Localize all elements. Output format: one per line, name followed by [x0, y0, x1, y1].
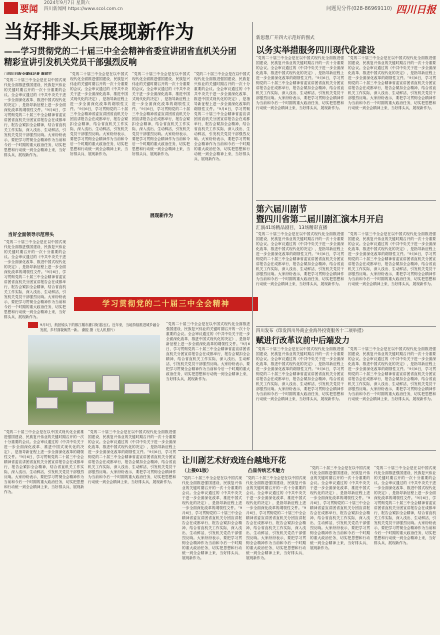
- bottom-story-sub1: （上接01版）: [182, 469, 212, 474]
- masthead-date-line: 2024年9月7日 星期六: [44, 1, 90, 6]
- lead-headline: 当好排头兵展现新作为: [4, 21, 195, 43]
- story2-headline-1: 第六届川剧节: [256, 205, 308, 215]
- story3-headline: 四川发布《印发四川外商企业海外投资服务十二项举措》: [256, 329, 366, 334]
- story3-col-2: “党的二十届三中全会是在以中国式现代化全面推进强国建设、民族复兴伟业的关键时期召开的一次十分重要的会议。全会审议通过的《中共中央关于进一步全面深化改革、推进中国式现代化的决定》，是指导新征程上进一步全面深化改革的纲领性文件。”9月6日，学习贯彻党的二十届三中全会精神省委宣讲团省直机关分团宣讲报告会在成都举行，报告会紧扣全会精神，结合省直机关工作实际，深入浅出、生动鲜活，引发机关党员干部强烈反响。大家纷纷表示，要把学习贯彻全会精神作为当前和今后一个时期的重大政治任务，切实把思想和行动统一到全会精神上来，当好排头兵，展现新作为。: [348, 347, 436, 401]
- bottom-story-headline: 让川剧艺术好戏连台越地开花: [182, 456, 286, 465]
- masthead-date-line-2: 四川新闻网 https://www.scol.com.cn: [44, 7, 123, 12]
- story2-subtitle: 汇演41场精品剧目，13场精彩直播: [256, 226, 328, 231]
- lead-section-head-2: 展现新作为: [150, 214, 173, 219]
- lead-body-col-1b: “党的二十届三中全会是在以中国式现代化全面推进强国建设、民族复兴伟业的关键时期召开的一次十分重要的会议。全会审议通过的《中共中央关于进一步全面深化改革、推进中国式现代化的决定》，是指导新征程上进一步全面深化改革的纲领性文件。”9月6日，学习贯彻党的二十届三中全会精神省委宣讲团省直机关分团宣讲报告会在成都举行，报告会紧扣全会精神，结合省直机关工作实际，深入浅出、生动鲜活，引发机关党员干部强烈反响。大家纷纷表示，要把学习贯彻全会精神作为当前和今后一个时期的重大政治任务，切实把思想和行动统一到全会精神上来，当好排头兵，展现新作为。: [4, 240, 66, 319]
- masthead-hotline: 问题见分件(028-86969110): [326, 6, 392, 12]
- story3-headline-2: 赋进行改革议前中后端发力: [256, 336, 350, 345]
- photo-caption-text: 9月5日，航拍镜头下的都江堰市灌口街道社区。近年来，当地持续推进城乡融合发展，乡村面貌焕然一新。: [40, 323, 160, 332]
- photo-tag: [28, 322, 38, 328]
- lead-body-col-3: “党的二十届三中全会是在以中国式现代化全面推进强国建设、民族复兴伟业的关键时期召开的一次十分重要的会议。全会审议通过的《中共中央关于进一步全面深化改革、推进中国式现代化的决定》，是指导新征程上进一步全面深化改革的纲领性文件。”9月6日，学习贯彻党的二十届三中全会精神省委宣讲团省直机关分团宣讲报告会在成都举行，报告会紧扣全会精神，结合省直机关工作实际，深入浅出、生动鲜活，引发机关党员干部强烈反响。大家纷纷表示，要把学习贯彻全会精神作为当前和今后一个时期的重大政治任务，切实把思想和行动统一到全会精神上来，当好排头兵，展现新作为。: [132, 72, 190, 156]
- photo-building: [102, 375, 120, 391]
- lower-mid-col: “党的二十届三中全会是在以中国式现代化全面推进强国建设、民族复兴伟业的关键时期召开的一次十分重要的会议。全会审议通过的《中共中央关于进一步全面深化改革、推进中国式现代化的决定》，是指导新征程上进一步全面深化改革的纲领性文件。”9月6日，学习贯彻党的二十届三中全会精神省委宣讲团省直机关分团宣讲报告会在成都举行，报告会紧扣全会精神，结合省直机关工作实际，深入浅出、生动鲜活，引发机关党员干部强烈反响。大家纷纷表示，要把学习贯彻全会精神作为当前和今后一个时期的重大政治任务，切实把思想和行动统一到全会精神上来，当好排头兵，展现新作为。: [88, 430, 176, 484]
- lead-body-col-4: “党的二十届三中全会是在以中国式现代化全面推进强国建设、民族复兴伟业的关键时期召开的一次十分重要的会议。全会审议通过的《中共中央关于进一步全面深化改革、推进中国式现代化的决定》，是指导新征程上进一步全面深化改革的纲领性文件。”9月6日，学习贯彻党的二十届三中全会精神省委宣讲团省直机关分团宣讲报告会在成都举行，报告会紧扣全会精神，结合省直机关工作实际，深入浅出、生动鲜活，引发机关党员干部强烈反响。大家纷纷表示，要把学习贯彻全会精神作为当前和今后一个时期的重大政治任务，切实把思想和行动统一到全会精神上来，当好排头兵，展现新作为。: [194, 72, 250, 161]
- photo-building: [86, 401, 114, 414]
- bottom-col-4: “党的二十届三中全会是在以中国式现代化全面推进强国建设、民族复兴伟业的关键时期召开的一次十分重要的会议。全会审议通过的《中共中央关于进一步全面深化改革、推进中国式现代化的决定》，是指导新征程上进一步全面深化改革的纲领性文件。”9月6日，学习贯彻党的二十届三中全会精神省委宣讲团省直机关分团宣讲报告会在成都举行，报告会紧扣全会精神，结合省直机关工作实际，深入浅出、生动鲜活，引发机关党员干部强烈反响。大家纷纷表示，要把学习贯彻全会精神作为当前和今后一个时期的重大政治任务，切实把思想和行动统一到全会精神上来，当好排头兵，展现新作为。: [374, 466, 436, 545]
- bottom-col-1: “党的二十届三中全会是在以中国式现代化全面推进强国建设、民族复兴伟业的关键时期召开的一次十分重要的会议。全会审议通过的《中共中央关于进一步全面深化改革、推进中国式现代化的决定》，是指导新征程上进一步全面深化改革的纲领性文件。”9月6日，学习贯彻党的二十届三中全会精神省委宣讲团省直机关分团宣讲报告会在成都举行，报告会紧扣全会精神，结合省直机关工作实际，深入浅出、生动鲜活，引发机关党员干部强烈反响。大家纷纷表示，要把学习贯彻全会精神作为当前和今后一个时期的重大政治任务，切实把思想和行动统一到全会精神上来，当好排头兵，展现新作为。: [182, 476, 242, 560]
- right-story-col-2: “党的二十届三中全会是在以中国式现代化全面推进强国建设、民族复兴伟业的关键时期召开的一次十分重要的会议。全会审议通过的《中共中央关于进一步全面深化改革、推进中国式现代化的决定》，是指导新征程上进一步全面深化改革的纲领性文件。”9月6日，学习贯彻党的二十届三中全会精神省委宣讲团省直机关分团宣讲报告会在成都举行，报告会紧扣全会精神，结合省直机关工作实际，深入浅出、生动鲜活，引发机关党员干部强烈反响。大家纷纷表示，要把学习贯彻全会精神作为当前和今后一个时期的重大政治任务，切实把思想和行动统一到全会精神上来，当好排头兵，展现新作为。: [348, 56, 436, 110]
- column-divider: [252, 22, 253, 450]
- theme-banner: 学习贯彻党的二十届三中全会精神: [74, 297, 258, 311]
- photo-building: [36, 397, 58, 409]
- lead-body-col-1: “党的二十届三中全会是在以中国式现代化全面推进强国建设、民族复兴伟业的关键时期召开的一次十分重要的会议。全会审议通过的《中共中央关于进一步全面深化改革、推进中国式现代化的决定》，是指导新征程上进一步全面深化改革的纲领性文件。”9月6日，学习贯彻党的二十届三中全会精神省委宣讲团省直机关分团宣讲报告会在成都举行，报告会紧扣全会精神，结合省直机关工作实际，深入浅出、生动鲜活，引发机关党员干部强烈反响。大家纷纷表示，要把学习贯彻全会精神作为当前和今后一个时期的重大政治任务，切实把思想和行动统一到全会精神上来，当好排头兵，展现新作为。: [4, 78, 66, 157]
- masthead-logo-text: 要闻: [20, 5, 39, 15]
- section-rule: [256, 326, 436, 327]
- lower-left-col: “党的二十届三中全会是在以中国式现代化全面推进强国建设、民族复兴伟业的关键时期召开的一次十分重要的会议。全会审议通过的《中共中央关于进一步全面深化改革、推进中国式现代化的决定》，是指导新征程上进一步全面深化改革的纲领性文件。”9月6日，学习贯彻党的二十届三中全会精神省委宣讲团省直机关分团宣讲报告会在成都举行，报告会紧扣全会精神，结合省直机关工作实际，深入浅出、生动鲜活，引发机关党员干部强烈反响。大家纷纷表示，要把学习贯彻全会精神作为当前和今后一个时期的重大政治任务，切实把思想和行动统一到全会精神上来，当好排头兵，展现新作为。: [4, 430, 84, 494]
- photo-building: [72, 381, 96, 393]
- bottom-col-2: “党的二十届三中全会是在以中国式现代化全面推进强国建设、民族复兴伟业的关键时期召开的一次十分重要的会议。全会审议通过的《中共中央关于进一步全面深化改革、推进中国式现代化的决定》，是指导新征程上进一步全面深化改革的纲领性文件。”9月6日，学习贯彻党的二十届三中全会精神省委宣讲团省直机关分团宣讲报告会在成都举行，报告会紧扣全会精神，结合省直机关工作实际，深入浅出、生动鲜活，引发机关党员干部强烈反响。大家纷纷表示，要把学习贯彻全会精神作为当前和今后一个时期的重大政治任务，切实把思想和行动统一到全会精神上来，当好排头兵，展现新作为。: [246, 476, 306, 560]
- section-rule: [178, 450, 436, 451]
- bottom-story-sub2: 凸显传统艺术魅力: [248, 469, 285, 474]
- story3-col-1: “党的二十届三中全会是在以中国式现代化全面推进强国建设、民族复兴伟业的关键时期召开的一次十分重要的会议。全会审议通过的《中共中央关于进一步全面深化改革、推进中国式现代化的决定》，是指导新征程上进一步全面深化改革的纲领性文件。”9月6日，学习贯彻党的二十届三中全会精神省委宣讲团省直机关分团宣讲报告会在成都举行，报告会紧扣全会精神，结合省直机关工作实际，深入浅出、生动鲜活，引发机关党员干部强烈反响。大家纷纷表示，要把学习贯彻全会精神作为当前和今后一个时期的重大政治任务，切实把思想和行动统一到全会精神上来，当好排头兵，展现新作为。: [256, 347, 344, 401]
- lead-section-head-1: 当好全面领导示范带头: [8, 233, 54, 238]
- lead-subtitle-1: ——学习贯彻党的二十届三中全会精神省委宣讲团省直机关分团: [4, 46, 237, 56]
- photo-building: [124, 383, 150, 394]
- news-photo: [28, 335, 160, 425]
- lead-byline: □四川日报全媒体记者 谢祥宇: [4, 72, 52, 75]
- masthead-date: [44, 1, 164, 13]
- lead-body-col-2: “党的二十届三中全会是在以中国式现代化全面推进强国建设、民族复兴伟业的关键时期召开的一次十分重要的会议。全会审议通过的《中共中央关于进一步全面深化改革、推进中国式现代化的决定》，是指导新征程上进一步全面深化改革的纲领性文件。”9月6日，学习贯彻党的二十届三中全会精神省委宣讲团省直机关分团宣讲报告会在成都举行，报告会紧扣全会精神，结合省直机关工作实际，深入浅出、生动鲜活，引发机关党员干部强烈反响。大家纷纷表示，要把学习贯彻全会精神作为当前和今后一个时期的重大政治任务，切实把思想和行动统一到全会精神上来，当好排头兵，展现新作为。: [70, 72, 128, 156]
- right-story-tag: 新思想广开四大示范好的图式: [256, 36, 315, 41]
- photo-credit: 谢振 摄（无人机照片）: [81, 327, 117, 332]
- right-story-col-1: “党的二十届三中全会是在以中国式现代化全面推进强国建设、民族复兴伟业的关键时期召开的一次十分重要的会议。全会审议通过的《中共中央关于进一步全面深化改革、推进中国式现代化的决定》，是指导新征程上进一步全面深化改革的纲领性文件。”9月6日，学习贯彻党的二十届三中全会精神省委宣讲团省直机关分团宣讲报告会在成都举行，报告会紧扣全会精神，结合省直机关工作实际，深入浅出、生动鲜活，引发机关党员干部强烈反响。大家纷纷表示，要把学习贯彻全会精神作为当前和今后一个时期的重大政治任务，切实把思想和行动统一到全会精神上来，当好排头兵，展现新作为。: [256, 56, 344, 110]
- photo-building: [48, 377, 68, 391]
- story2-col-2: “党的二十届三中全会是在以中国式现代化全面推进强国建设、民族复兴伟业的关键时期召开的一次十分重要的会议。全会审议通过的《中共中央关于进一步全面深化改革、推进中国式现代化的决定》，是指导新征程上进一步全面深化改革的纲领性文件。”9月6日，学习贯彻党的二十届三中全会精神省委宣讲团省直机关分团宣讲报告会在成都举行，报告会紧扣全会精神，结合省直机关工作实际，深入浅出、生动鲜活，引发机关党员干部强烈反响。大家纷纷表示，要把学习贯彻全会精神作为当前和今后一个时期的重大政治任务，切实把思想和行动统一到全会精神上来，当好排头兵，展现新作为。: [348, 232, 436, 286]
- bottom-col-3: “党的二十届三中全会是在以中国式现代化全面推进强国建设、民族复兴伟业的关键时期召开的一次十分重要的会议。全会审议通过的《中共中央关于进一步全面深化改革、推进中国式现代化的决定》，是指导新征程上进一步全面深化改革的纲领性文件。”9月6日，学习贯彻党的二十届三中全会精神省委宣讲团省直机关分团宣讲报告会在成都举行，报告会紧扣全会精神，结合省直机关工作实际，深入浅出、生动鲜活，引发机关党员干部强烈反响。大家纷纷表示，要把学习贯彻全会精神作为当前和今后一个时期的重大政治任务，切实把思想和行动统一到全会精神上来，当好排头兵，展现新作为。: [310, 466, 370, 550]
- masthead-logo-mark: [4, 2, 18, 14]
- masthead-brand: 四川日报: [396, 5, 436, 16]
- photo-caption: [40, 323, 160, 332]
- right-story-headline: 以务实举措服务四川现代化建设: [256, 46, 376, 56]
- story2-col-1: “党的二十届三中全会是在以中国式现代化全面推进强国建设、民族复兴伟业的关键时期召开的一次十分重要的会议。全会审议通过的《中共中央关于进一步全面深化改革、推进中国式现代化的决定》，是指导新征程上进一步全面深化改革的纲领性文件。”9月6日，学习贯彻党的二十届三中全会精神省委宣讲团省直机关分团宣讲报告会在成都举行，报告会紧扣全会精神，结合省直机关工作实际，深入浅出、生动鲜活，引发机关党员干部强烈反响。大家纷纷表示，要把学习贯彻全会精神作为当前和今后一个时期的重大政治任务，切实把思想和行动统一到全会精神上来，当好排头兵，展现新作为。: [256, 232, 344, 286]
- section-rule: [256, 200, 436, 201]
- story2-headline-2: 暨四川省第二届川剧汇演本月开启: [256, 215, 384, 225]
- lead-subtitle-2: 精彩宣讲引发机关党员干部强烈反响: [4, 57, 137, 67]
- photo-side-col: “党的二十届三中全会是在以中国式现代化全面推进强国建设、民族复兴伟业的关键时期召开的一次十分重要的会议。全会审议通过的《中共中央关于进一步全面深化改革、推进中国式现代化的决定》，是指导新征程上进一步全面深化改革的纲领性文件。”9月6日，学习贯彻党的二十届三中全会精神省委宣讲团省直机关分团宣讲报告会在成都举行，报告会紧扣全会精神，结合省直机关工作实际，深入浅出、生动鲜活，引发机关党员干部强烈反响。大家纷纷表示，要把学习贯彻全会精神作为当前和今后一个时期的重大政治任务，切实把思想和行动统一到全会精神上来，当好排头兵，展现新作为。: [166, 322, 250, 381]
